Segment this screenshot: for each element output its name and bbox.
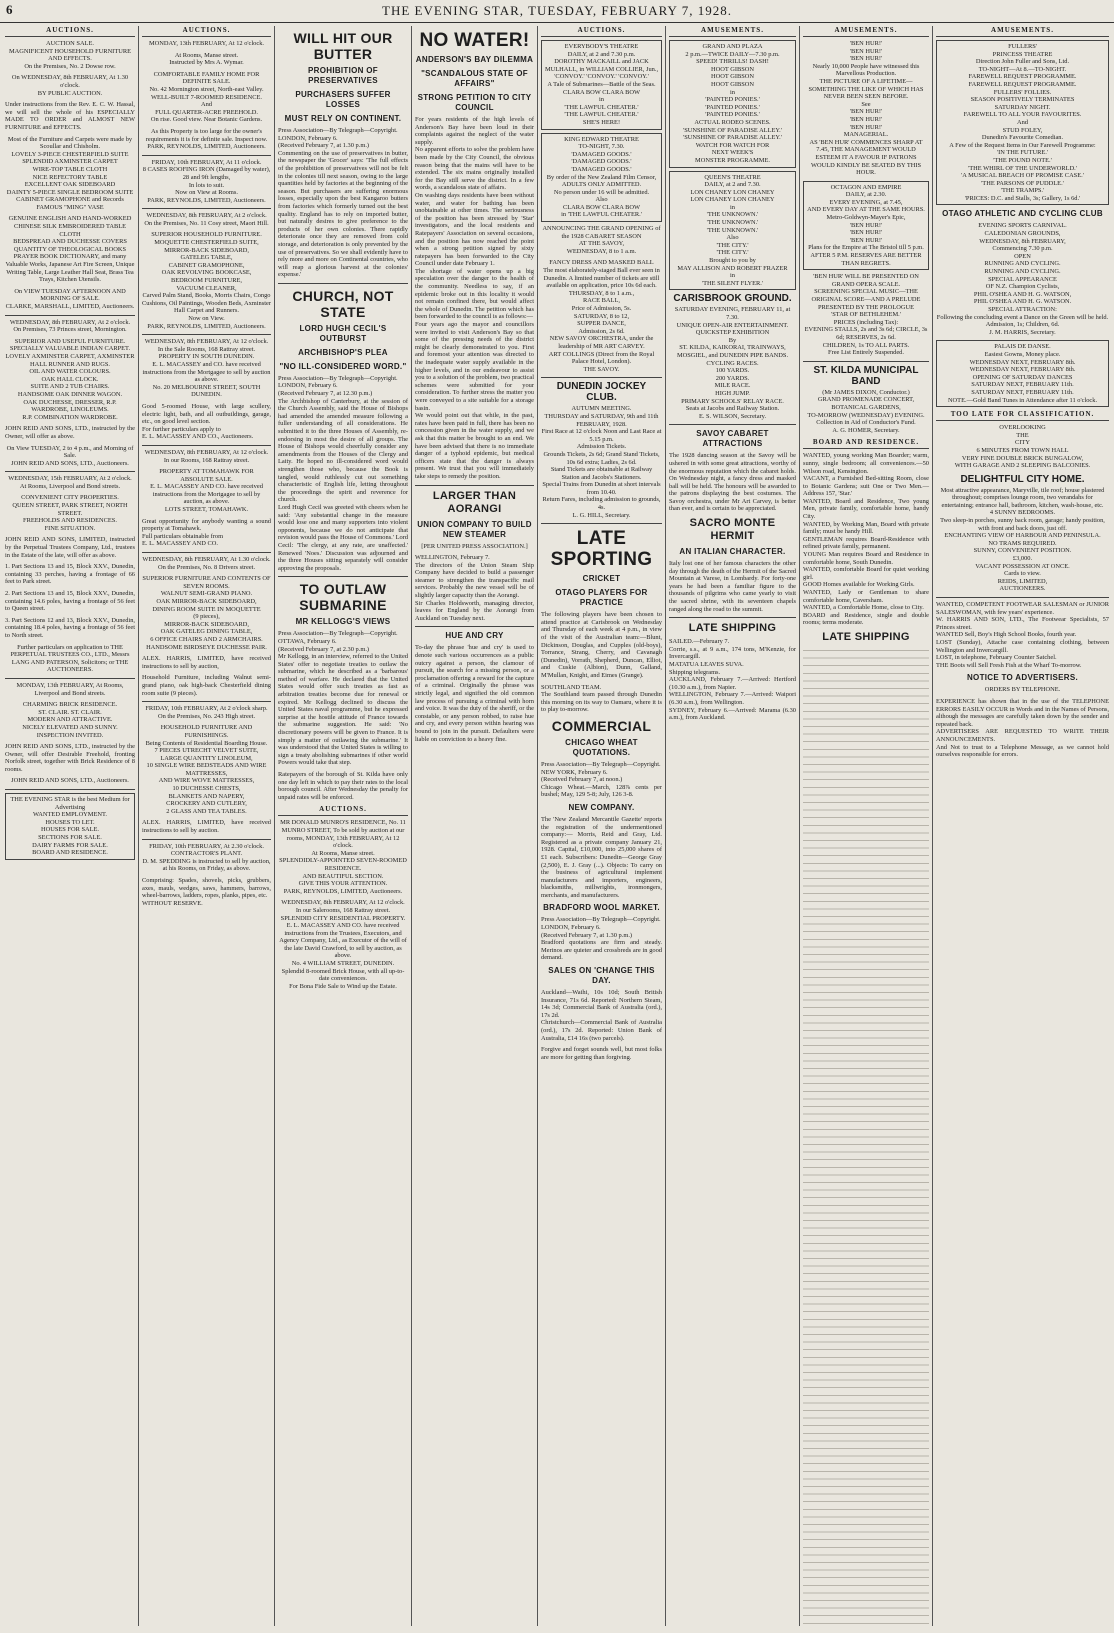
headline-aorangi: LARGER THAN AORANGI [432, 489, 517, 515]
ad-text: FRIDAY, 10th FEBRUARY, At 11 o'clock. 8 CASES ROOFING IRON (Damaged by water), 28 and 9ft lengths, In lots to suit. Now on View at Rooms. PARK, REYNOLDS, LIMITED, Auctioneers. [142, 158, 271, 204]
ad-text: WEDNESDAY, 8th FEBRUARY, At 1.30 o'clock. On the Premises, No. 8 Drivers street. [142, 556, 271, 571]
article-body: EXPERIENCE has shown that in the use of the TELEPHONE ERRORS EASILY OCCUR in Words and in the Names of Persons, although the messages are carefully taken down by the sender and repeated back. ADVERTISERS ARE REQUESTED TO WRITE THEIR ANNOUNCEMENTS. And Not to trust to a Telephone Message, as we cannot hold ourselves responsible for errors. [936, 697, 1109, 759]
article-body: Auckland—Waihi, 10s 10d; South British Insurance, 71s 6d. Reported: Northern Steam, 14s 3d; Commercial Bank of Australia (ord.), 17s 2d. Christchurch—Commercial Bank of Australia (ord.), 17s 2d. Reported: Union Bank of Australia, £14 16s (two parcels). [541, 989, 662, 1042]
article-body: The 'New Zealand Mercantile Gazette' reports the registration of the undermentioned company:— Morris, Reid and Gray, Ltd. Registered as a private company January 21, 1928. Capital, £10,000, into 25,000 shares of £1 each. Subscribers: Dunedin—George Gray (2,500), E. J. Gray (...). Objects: To carry on the business of agricultural implement manufacturers and importers, engineers, blacksmiths, millwrights, ironmongers, merchants, and manufacturers. [541, 815, 662, 899]
ad-ben-hur: 'BEN HUR!' 'BEN HUR!' 'BEN HUR!' Nearly 10,000 People have witnessed this Marvellous Production. THE PICTURE OF A LIFETIME—SOMETHING THE LIKE OF WHICH HAS NEVER BEEN SEEN BEFORE. See 'BEN HUR!' 'BEN HUR!' 'BEN HUR!' MANAGERIAL. AS 'BEN HUR' COMMENCES SHARP AT 7.45, THE MANAGEMENT WOULD ESTEEM IT A FAVOUR IF PATRONS WOULD KINDLY BE SEATED BY THIS HOUR. [808, 40, 924, 177]
ad-text: 3. Part Sections 12 and 13, Block XXV., Dunedin, containing 18.4 poles, having a frontage of 56 feet to North street. [5, 616, 135, 639]
section-header: AMUSEMENTS. [803, 26, 929, 37]
section-header: AMUSEMENTS. [936, 26, 1109, 37]
subhead: UNION COMPANY TO BUILD NEW STEAMER [417, 519, 532, 539]
article-body: WELLINGTON, February 7. The directors of the Union Steam Ship Company have decided to build a passenger steamer to strengthen the transpacific mail services. Probably the new vessel will be of slightly larger capacity than the Aorangi. Sir Charles Holdsworth, managing director, leaves for England by the Aorangi from Auckland on Tuesday next. [415, 554, 534, 622]
subhead: CHICAGO WHEAT QUOTATIONS. [565, 737, 638, 757]
ad-text: Further particulars on application to THE PERPETUAL TRUSTEES CO., LTD., Messrs LANG AND PATERSON, Solicitors; or THE AUCTIONEERS. [10, 643, 130, 674]
article-body: Press Association—By Telegraph—Copyright. OTTAWA, February 6. (Received February 7, at 2.30 p.m.) Mr Kellogg, in an interview, referred to the United States' offer to negotiate treaties to outlaw the submarine, which he described as a 'barbarous' method of warfare. He declared that the United States would offer such treaties as fast as arbitration treaties become due for renewal or expired. Mr Kellogg declined to discuss the United States naval programme, but he expressed surprise at the hostile attitude of France towards the submarine suggestion. He said: 'No discretionary powers will be given to France. It is simply a matter of outlawing the submarine.' It was understood that the United States is willing to sign a treaty abolishing submarines if other world Powers would take that step. [278, 630, 408, 767]
subhead-cricket: CRICKET [582, 574, 621, 584]
ad-text: Most attractive appearance, Maryville, tile roof; house plastered throughout; comprises lounge room, two verandahs for entertaining; entrance hall, bathroom, kitchen, wash-house, etc. 4 SUNNY BEDROOMS. Two sleep-in porches, sunny back room, garage; handy position, with front and back doors, just off. ENCHANTING VIEW OF HARBOUR AND PENINSULA. NO TRAMS REQUIRED. SUNNY, CONVENIENT POSITION. £3,000. VACANT POSSESSION AT ONCE. Cards to view. REIDS, LIMITED, AUCTIONEERS. [940, 486, 1105, 593]
headline-savoy: SAVOY CABARET ATTRACTIONS [696, 429, 769, 449]
subhead: "NO ILL-CONSIDERED WORD." [279, 361, 407, 371]
section-header: AMUSEMENTS. [669, 26, 796, 37]
subhead: OTAGO PLAYERS FOR PRACTICE [555, 588, 648, 608]
ad-text: Great opportunity for anybody wanting a sound property at Tomahawk. Full particulars obtainable from E. L. MACASSEY AND CO. [142, 517, 271, 548]
section-header: TOO LATE FOR CLASSIFICATION. [936, 410, 1109, 421]
article-body: SOUTHLAND TEAM. The Southland team passed through Dunedin this morning on its way to Oamaru, where it is to play to-morrow. [541, 683, 662, 714]
divider [669, 617, 796, 618]
ad-st-kilda-band: ST. KILDA MUNICIPAL BAND [813, 364, 919, 387]
subhead: PURCHASERS SUFFER LOSSES [295, 90, 391, 109]
ad-palais-de-danse: PALAIS DE DANSE. Easiest Gowns, Money place. WEDNESDAY NEXT, FEBRUARY 8th. WEDNESDAY NEXT, FEBRUARY 8th. OPENING OF SATURDAY DANCES SATURDAY NEXT, FEBRUARY 11th. SATURDAY NEXT, FEBRUARY 11th. NOTE.—Gold Band Tunes in Attendance after 11 o'clock. [936, 340, 1109, 407]
subhead: OTAGO ATHLETIC AND CYCLING CLUB [942, 209, 1103, 219]
subhead: ANDERSON'S BAY DILEMMA [415, 55, 534, 64]
article-body: To-day the phrase 'hue and cry' is used to denote such various occurrences as a public outcry against a person, the clamour of pursuit, the search for a missing person, or a proclamation offering a reward for the capture of a criminal. Originally the phrase was strictly legal, and signified the old common law process of pursuing a criminal with horn and voice. It was the duty of the sheriff, or the constable, or any person robbed, to raise hue and cry, and every person within hearing was bound to join in the pursuit. Defaulters were liable on conviction to a heavy fine. [415, 644, 534, 743]
article-body: Forgive and forget sounds well, but most folks are more for getting than forgiving. [541, 1046, 662, 1061]
ad-text: CONVENIENT CITY PROPERTIES. QUEEN STREET, PARK STREET, NORTH STREET. FREEHOLDS AND RESIDENCES. FINE SITUATION. [12, 494, 128, 532]
ad-text: PROPERTY AT TOMAHAWK FOR ABSOLUTE SALE. E. L. MACASSEY AND CO. have received instructions from the Mortgagee to sell by auction, as above. LOTS STREET, TOMAHAWK. [150, 468, 263, 514]
headline-church: CHURCH, NOT STATE [292, 287, 394, 320]
subhead: LORD HUGH CECIL'S OUTBURST [299, 323, 387, 343]
section-header: AUCTIONS. [278, 805, 408, 816]
column-4-news [411, 26, 537, 1626]
headline-sacro-monte: SACRO MONTE HERMIT [689, 517, 776, 543]
dateline: [PER UNITED PRESS ASSOCIATION.] [421, 542, 528, 550]
ad-text: FRIDAY, 10th FEBRUARY, At 2 o'clock sharp. On the Premises, No. 243 High street. [145, 705, 268, 720]
classifieds: WANTED, COMPETENT FOOTWEAR SALESMAN or JUNIOR SALESWOMAN, with few years' experience. W. HARRIS AND SON, LTD., The Footwear Specialists, 57 Princes street. WANTED Sell, Boy's High School Books, fourth year. LOST (Sunday), Attache case containing clothing, between Wellington and Invercargill. LOST, in telephone, February Counter Satchel. THE Boots will Sell Fresh Fish at the Wharf To-morrow. [936, 601, 1109, 669]
article-body: Press Association—By Telegraph—Copyright. LONDON, February 6. (Received February 7, at 1.30 p.m.) Commenting on the use of preservatives in butter, the newspaper the 'Grocer' says: 'The full effects of the prohibition of preservatives will not be felt in the colonies till next season, owing to the large quantities held by factories at the beginning of the season. But purchasers are suffering enormous losses, especially upon the best Kangaroo butters from factories which formerly turned out the best quality. England has to rely on imported butter, but naturally desires to give preference to the products of her own colonies. There rapidly deteriorate once they are removed from cold storage, and deterioration is only prevented by the use of preservatives. So we shall evidently have to rely more and more on Continental countries, who will reap a glorious harvest at the colonies' expense.' [278, 127, 408, 279]
divider [5, 471, 135, 472]
ad-text: WEDNESDAY, 8th FEBRUARY, At 2 o'clock. On Premises, 73 Princes street, Mornington. [9, 318, 131, 334]
subhead: ARCHBISHOP'S PLEA [298, 347, 388, 357]
ad-text: (Mr JAMES DIXON, Conductor.) GRAND PROMENADE CONCERT, BOTANICAL GARDENS, TO-MORROW (WEDNESDAY) EVENING. Collection in Aid of Conductor's Fund. A. G. HOMER, Secretary. [807, 388, 925, 434]
ad-text: Most of the Furniture and Carpets were made by Scoullar and Chisholm. LOVELY 3-PIECE CHESTERFIELD SUITE SPLENDID AXMINSTER CARPET WIRE-TOP TABLE CLOTH NICE REFECTORY TABLE EXCELLENT OAK SIDEBOARD DAINTY 5-PIECE SINGLE BEDROOM SUITE CABINET GRAMOPHONE and Records FAMOUS "MING" VASE [6, 135, 134, 211]
article-body: Press Association—By Telegraph—Copyright. LONDON, February 6. (Received February 7, at 1.30 p.m.) Bradford quotations are firm and steady. Merinos are quieter and crossbreds are in good demand. [541, 916, 662, 962]
divider [142, 334, 271, 335]
divider [669, 424, 796, 425]
ad-text: WEDNESDAY, 8th FEBRUARY, At 2 o'clock. On the Premises, No. 11 Cosy street, Maori Hill. [144, 212, 269, 227]
article-body: Press Association—By Telegraph—Copyright. LONDON, February 6. (Received February 7, at 12.30 p.m.) The Archbishop of Canterbury, at the session of the Church Assembly, said the House of Bishops had amended the amended measure following a fuller understanding of all considerations. He submitted it to the three Houses of Assembly, re-endorsing in most the desire of all groups. The House of Bishops would cheerfully consider any amendments from the Houses of the Clergy and Laity. He hoped no ill-considered word would strengthen those who, because the Book is tangled, would ruthlessly cut out something characteristic of English life, letting throughout the proceedings the spirit and reverence for church. Lord Hugh Cecil was greeted with cheers when he said: 'Any substantial change in the measure would lose one and many supporters into violent opponents, because we do not anticipate that revision would pass the House of Commons.' Lord Cecil: 'The clergy, at any rate, are unaffected.' Renewed 'Noes.' Discussion was adjourned and the three Houses sitting separately will consider approving the proposals. [278, 374, 408, 572]
divider [142, 155, 271, 156]
ad-jockey-club: DUNEDIN JOCKEY CLUB. [556, 381, 647, 404]
advertising-notice: THE EVENING STAR is the best Medium for Advertising WANTED EMPLOYMENT. HOUSES TO LET. HOUSES FOR SALE. SECTIONS FOR SALE. DAIRY FARMS FOR SALE. BOARD AND RESIDENCE. [5, 793, 135, 860]
column-5-amusements [537, 26, 665, 1626]
subhead: MUST RELY ON CONTINENT. [284, 114, 402, 123]
page-number: 6 [6, 2, 13, 17]
divider [803, 361, 929, 362]
subhead: MR KELLOGG'S VIEWS [295, 617, 391, 627]
ad-text: 'BEN HUR' WILL BE PRESENTED ON GRAND OPERA SCALE. SCREENING SPECIAL MUSIC—THE ORIGINAL SCORE—AND A PRELUDE PRESENTED BY THE PROLOGUE 'STAR OF BETHLEHEM.' PRICES (including Tax): EVENING STALLS, 2s and 3s 6d; CIRCLE, 3s 6d; RESERVES, 2s 6d. CHILDREN, 1s TO ALL PARTS. Free List Entirely Suspended. [804, 273, 928, 357]
subhead: "SCANDALOUS STATE OF AFFAIRS" [421, 69, 528, 88]
article-body: SAILED.—February 7. Corrie, s.s., at 9 a.m., 174 tons, M'Kenzie, for Invercargill. MATATUA LEAVES SUVA. Shipping telegrams. AUCKLAND, February 7.—Arrived: Hertford (10.30 a.m.), from Napier. WELLINGTON, February 7.—Arrived: Waipori (6.30 a.m.), from Wellington. SYDNEY, February 6.—Arrived: Marama (6.30 a.m.), from Auckland. [669, 638, 796, 722]
ad-text: WEDNESDAY, 8th FEBRUARY, At 12 o'clock. In the Sale Rooms, 168 Rattray street. PROPERTY IN SOUTH DUNEDIN. E. L. MACASSEY and CO. have received instructions from the Mortgagee to sell by auction as above. No. 20 MELBOURNE STREET, SOUTH DUNEDIN. [142, 338, 271, 399]
divider [278, 283, 408, 284]
ad-text: AUCTION SALE. MAGNIFICENT HOUSEHOLD FURNITURE AND EFFECTS. On the Premises, No. 2 Dowse row. [8, 40, 131, 70]
subhead: AN ITALIAN CHARACTER. [679, 547, 786, 557]
subhead: NOTICE TO ADVERTISERS. [966, 673, 1079, 683]
column-3-news [274, 26, 411, 1626]
masthead [0, 0, 1114, 23]
ad-text: GENUINE ENGLISH AND HAND-WORKED CHINESE SILK EMBROIDERED TABLE CLOTH BEDSPREAD AND DUCHESSE COVERS QUANTITY OF THEOLOGICAL BOOKS PRAYER BOOK DICTIONARY, and many Valuable Works, Japanese Art Fire Screen, Unique Writing Table, Large Leather Hall Seat, Brass Tea Trays, Kitchen Utensils. [5, 215, 135, 284]
column-6-amusements [665, 26, 799, 1626]
ad-text: SUPERIOR AND USEFUL FURNITURE. SPECIALLY VALUABLE INDIAN CARPET. LOVELY AXMINSTER CARPET, AXMINSTER HALL RUNNER AND RUGS. OIL AND WATER COLOURS. OAK HALL CLOCK. SUITE AND 2 TUB CHAIRS. HANDSOME OAK DINNER WAGON. OAK DUCHESSE, DRESSER, R.P. WARDROBE, LINOLEUMS. R.P. COMBINATION WARDROBE. [5, 337, 135, 421]
column-7-amusements [799, 26, 932, 1626]
divider [415, 485, 534, 486]
subhead: STRONG PETITION TO CITY COUNCIL [417, 93, 532, 112]
ad-text: AUTUMN MEETING. THURSDAY and SATURDAY, 9th and 11th FEBRUARY, 1928. First Race at 12 o'clock Noon and Last Race at 5.15 p.m. Admission Tickets. Grounds Tickets, 2s 6d; Grand Stand Tickets, 10s 6d extra; Ladies, 2s 6d. Stand Tickets are obtainable at Railway Station and Jacobs's Stationers. Special Trains from Dunedin at short intervals from 10.40. Return Fares, including admission to grounds, 4s. L. G. HILL, Secretary. [541, 405, 662, 519]
article-body: The 1928 dancing season at the Savoy will be ushered in with some great attractions, worthy of the enormous reputation which the cabaret holds. On Wednesday night, a fancy dress and masked ball will be held. The honours will be awarded to the patrons displaying the best costumes. The Savoy orchestra, under Mr Art Carvey, is better than ever, and is certain to be appreciated. [669, 452, 796, 513]
ad-text: As this Property is too large for the owner's requirements it is for definite sale. Inspect now. PARK, REYNOLDS, LIMITED, Auctioneers. [145, 127, 268, 151]
divider [142, 701, 271, 702]
ad-text: 1. Part Sections 13 and 15, Block XXV., Dunedin, containing 33 perches, having a frontage of 66 feet to Park street. [5, 563, 135, 586]
ad-text: WEDNESDAY, 8th FEBRUARY, At 12 o'clock. In our Salerooms, 168 Rattray street. SPLENDID CITY RESIDENTIAL PROPERTY. E. L. MACASSEY AND CO. have received instructions from the Trustees, Executors, and Agency Company, Ltd., as Executor of the will of the late David Crawford, to sell by auction, as above. No. 4 WILLIAM STREET, DUNEDIN. Splendid 8-roomed Brick House, with all up-to-date conveniences. For Bona Fide Sale to Wind up the Estate. [279, 899, 407, 990]
headline-late-shipping: LATE SHIPPING [688, 622, 777, 635]
ad-sports-carnival: EVENING SPORTS CARNIVAL. CALEDONIAN GROUNDS, WEDNESDAY, 8th FEBRUARY, Commencing 7.30 p.m. OPEN RUNNING AND CYCLING. RUNNING AND CYCLING. SPECIAL APPEARANCE OF N.Z. Champion Cyclists, PHIL O'SHEA AND H. G. WATSON, PHIL O'SHEA AND H. G. WATSON. SPECIAL ATTRACTION: Following the concluding event a Dance on the Green will be held. Admission, 1s; Children, 6d. J. M. HARRIS, Secretary. [936, 222, 1109, 336]
theatre-ad-octagon-empire: OCTAGON AND EMPIRE DAILY, at 2.30. EVERY EVENING, at 7.45, AND EVERY DAY AT THE SAME HOURS. Metro-Goldwyn-Mayer's Epic, 'BEN HUR!' 'BEN HUR!' 'BEN HUR!' Plans for the Empire at The Bristol till 5 p.m. AFTER 5 P.M. RESERVES ARE BETTER THAN REGRETS. [803, 181, 929, 271]
ad-text: FRIDAY, 10th FEBRUARY, At 2.30 o'clock. CONTRACTOR'S PLANT. D. M. SPEDDING is instructed to sell by auction, at his Rooms, on Friday, as above. [142, 842, 271, 873]
ad-text: ANNOUNCING THE GRAND OPENING of the 1928 CABARET SEASON AT THE SAVOY, WEDNESDAY, 8 to 1 a.m. [542, 225, 661, 255]
ad-text: JOHN REID AND SONS, LIMITED, instructed by the Perpetual Trustees Company, Ltd., trustees in the Estate of the late, will offer as above. [5, 536, 135, 559]
subhead: ORDERS BY TELEPHONE. [984, 686, 1061, 694]
column-8-amusements [932, 26, 1112, 1626]
divider [142, 839, 271, 840]
headline-butter: WILL HIT OUR BUTTER [293, 30, 393, 62]
ad-text: JOHN REID AND SONS, LTD., instructed by the Owner, will offer as above. [5, 425, 135, 440]
ad-text: COMFORTABLE FAMILY HOME FOR DEFINITE SALE. No. 42 Mornington street, North-east Valley. WELL-BUILT 7-ROOMED RESIDENCE. And FULL QUARTER-ACRE FREEHOLD. On rise. Good view. Near Botanic Gardens. [149, 70, 264, 124]
ad-text: On View TUESDAY, 2 to 4 p.m., and Morning of Sale. JOHN REID AND SONS, LTD., Auctioneers. [6, 444, 134, 467]
ad-text: 2. Part Sections 13 and 15, Block XXV., Dunedin, containing 14.6 poles, having a frontage of 56 feet to Queen street. [5, 590, 135, 613]
headline-commercial: COMMERCIAL [551, 717, 652, 734]
ad-text: At Rooms, Manse street. Instructed by Mrs A. Wymar. [169, 51, 244, 67]
divider [541, 377, 662, 378]
ad-text: Good 5-roomed House, with large scullery, electric light, bath, and all outbuildings, garage, etc., on good level section. For further particulars apply to E. L. MACASSEY AND CO., Auctioneers. [142, 402, 271, 441]
headline-no-water: NO WATER! [419, 30, 530, 51]
headline-late-shipping: LATE SHIPPING [822, 630, 910, 643]
ad-text: JOHN REID AND SONS, LTD., instructed by the Owner, will offer Desirable Freehold, fronting Norfolk street, together with Brick Residence of 8 rooms. [5, 743, 135, 773]
theatre-ad-everybodys: EVERYBODY'S THEATRE DAILY, at 2 and 7.30 p.m. DOROTHY MACKAILL and JACK MULHALL, in WILLIAM COLLIER, Jun., 'CONVOY.' 'CONVOY.' 'CONVOY.' A Tale of Submarines—Battle of the Seas. CLARA BOW CLARA BOW in 'THE LAWFUL CHEATER.' 'THE LAWFUL CHEATER.' SHE'S HERE! [541, 40, 662, 130]
ad-text: ALEX. HARRIS, LIMITED, have received instructions to sell by auction, [142, 655, 271, 670]
divider [278, 576, 408, 577]
article-body: The following players have been chosen to attend practice at Carisbrook on Wednesday and Thursday of each week at 4 p.m., in view of the visit of the Australian team:—Blunt, Dickinson, Douglas, and Cupples (old-boys), Torrance, Strang, Cherry, and Cavanagh (Dunedin), Vorrath, Shepherd, Duncan, Elliot, and Cuskie (Albion), Dunn, Galland, M'Mullan, Knight, and Eimes (Grange). [541, 611, 662, 679]
divider [142, 552, 271, 553]
ad-text: WEDNESDAY, 8th FEBRUARY, At 12 o'clock. In our Rooms, 168 Rattray street. [144, 448, 269, 464]
section-header: AUCTIONS. [541, 26, 662, 37]
ad-overlooking-city: OVERLOOKING THE CITY 6 MINUTES FROM TOWN HALL VERY FINE DOUBLE BRICK BUNGALOW, WITH GARAGE AND 2 SLEEPING BALCONIES. [954, 424, 1091, 470]
ad-text: WEDNESDAY, 15th FEBRUARY, At 2 o'clock. At Rooms, Liverpool and Bond streets. [8, 475, 132, 490]
ad-text: ALEX. HARRIS, LIMITED, have received instructions to sell by auction. [142, 819, 271, 835]
divider [142, 208, 271, 209]
headline-submarine: TO OUTLAW SUBMARINE [299, 581, 387, 614]
subhead: NEW COMPANY. [568, 802, 635, 812]
article-body: For years residents of the high levels of Anderson's Bay have been loud in their complaints against the neglect of the water supply. No apparent efforts to solve the problem have been made by the City Council, the obvious reason being that the mains will have to be extended. The six mains originally installed for the Bay still serve the district. In a few words, a scandalous state of affairs. On washing days residents have been without water, and water for bathing has been unobtainable at other times. The seriousness of the position has been stressed by 'Star' investigators, and the local residents and Ratepayers' Association on several occasions, and the position has now reached the point when a strong petition signed by sixty ratepayers has been forwarded to the City Council under date February 1. The shortage of water opens up a big speculation over the danger to the health of the community. Needless to say, if an epidemic broke out in this locality it would not remain confined there, but would affect the whole of Dunedin. The petition which has been forwarded to the council is as follows:— Four years ago the mayor and councillors were invited to visit Anderson's Bay so that some of the pressing needs of the district might be clearly demonstrated to you. First and foremost your attention was directed to the inadequate water supply available in the higher levels, and in our endeavour to assist you to a solution of the problem, two practical schemes were submitted for your consideration. To further stress the matter you were conveyed to a site suitable for a storage basin. We would point out that while, in the past, rates have been paid in full, there has been no concession given in the water supply, and we ask that this matter be brought to an end. We have been advised that there is no immediate danger of a typhoid epidemic, but medical officers state that the danger is always present. We trust that you will immediately take steps to remedy the position. [415, 116, 534, 480]
theatre-ad-princess: FULLERS' PRINCESS THEATRE Direction John Fuller and Sons, Ltd. TO-NIGHT—At 8.—TO-NIGHT. FAREWELL REQUEST PROGRAMME. FAREWELL REQUEST PROGRAMME. FULLERS' FOLLIES. SEASON POSITIVELY TERMINATES SATURDAY NIGHT. FAREWELL TO ALL YOUR FAVOURITES. And STUD FOLEY, Dunedin's Favourite Comedian. A Few of the Request Items in Our Farewell Programme: 'IN THE FUTURE.' 'THE POUND NOTE.' 'THE WHIRL OF THE UNDERWORLD.' 'A MUSICAL BREACH OF PROMISE CASE.' 'THE PARSONS OF PUDDLE.' 'THE TRAMPS.' 'PRICES: D.C. and Stalls, 3s; Gallery, 1s 6d.' [936, 40, 1109, 205]
article-body: Italy lost one of her famous characters the other day through the death of the Hermit of the Sacred Mountain at Varese, in Lombardy. For forty-one years he had been a familiar figure to the thousands of pilgrims who came yearly to visit the sacred shrine, with its seventeen chapels ranged along the road to the summit. [669, 560, 796, 613]
ad-text: CHARMING BRICK RESIDENCE. ST. CLAIR. ST. CLAIR. MODERN AND ATTRACTIVE. NICELY ELEVATED AND SUNNY. INSPECTION INVITED. [22, 701, 118, 739]
classifieds-filler [803, 647, 929, 1626]
divider [5, 678, 135, 679]
theatre-ad-grand-plaza: GRAND AND PLAZA 2 p.m.—TWICE DAILY—7.30 p.m. SPEED! THRILLS! DASH! HOOT GIBSON HOOT GIBSON HOOT GIBSON in 'PAINTED PONIES.' 'PAINTED PONIES.' 'PAINTED PONIES.' ACTUAL RODEO SCENES. 'SUNSHINE OF PARADISE ALLEY.' 'SUNSHINE OF PARADISE ALLEY.' WATCH FOR WATCH FOR NEXT WEEK'S MONSTER PROGRAMME. [669, 40, 796, 168]
column-1-auctions [2, 26, 138, 1626]
headline-hue-and-cry: HUE AND CRY [445, 631, 504, 641]
section-header: BOARD AND RESIDENCE. [803, 438, 929, 449]
ad-text: On VIEW TUESDAY AFTERNOON AND MORNING OF SALE. CLARKE, MARSHALL, LIMITED, Auctioneers. [5, 287, 135, 310]
ad-text: Under instructions from the Rev. E. C. W. Hassal, we will sell the whole of his ESPECIALLY MADE TO ORDER and ALMOST NEW FURNITURE and EFFECTS. [5, 101, 135, 131]
column-2-auctions [138, 26, 274, 1626]
ad-text: Household Furniture, including Walnut semi-grand piano, oak high-back Chesterfield dining room suite (9 pieces). [142, 674, 271, 697]
divider [5, 789, 135, 790]
section-header: AUCTIONS. [5, 26, 135, 37]
article-body: Ratepayers of the borough of St. Kilda have only one day left in which to pay their rates to the local borough council. After Wednesday the penalty for unpaid rates will be enforced. [278, 771, 408, 801]
article-body: Press Association—By Telegraph—Copyright. NEW YORK, February 6. (Received February 7, at noon.) Chicago Wheat.—March, 128⅞ cents per bushel; May, 129 5-8; July, 126 3-8. [541, 760, 662, 799]
ad-text: SUPERIOR FURNITURE AND CONTENTS OF SEVEN ROOMS. WALNUT SEMI-GRAND PIANO. OAK MIRROR-BACK SIDEBOARD, DINING ROOM SUITE IN MOQUETTE (9 pieces), MIRROR-BACK SIDEBOARD, OAK GATELEG DINING TABLE, 6 OFFICE CHAIRS AND 2 ARMCHAIRS. HANDSOME BIRDSEYE DUCHESSE PAIR. [142, 575, 271, 651]
newspaper-title: THE EVENING STAR, TUESDAY, FEBRUARY 7, 1928. [382, 3, 732, 18]
theatre-ad-queens: QUEEN'S THEATRE DAILY, at 2 and 7.30. LON CHANEY LON CHANEY LON CHANEY LON CHANEY in 'THE UNKNOWN.' 'THE UNKNOWN.' 'THE UNKNOWN.' Also 'THE CITY.' 'THE CITY.' Brought to you by MAY ALLISON AND ROBERT FRAZER in 'THE SILENT FLYER.' [669, 171, 796, 291]
divider [541, 523, 662, 524]
ad-delightful-city-home: DELIGHTFUL CITY HOME. [960, 473, 1085, 485]
ad-text: HOUSEHOLD FURNITURE AND FURNISHINGS. Being Contents of Residential Boarding House. 7 PIECES UTRECHT VELVET SUITE, LARGE QUANTITY LINOLEUM, 10 SINGLE WIRE BEDSTEADS AND WIRE MATTRESSES, AND WIRE WOVE MATTRESSES, 10 DUCHESSE CHESTS, BLANKETS AND NAPERY, CROCKERY AND CUTLERY, 2 GLASS AND TEA TABLES. [145, 724, 268, 815]
divider [5, 315, 135, 316]
ad-text: On WEDNESDAY, 8th FEBRUARY, At 1.30 o'clock. BY PUBLIC AUCTION. [11, 74, 129, 97]
subhead: PROHIBITION OF PRESERVATIVES [308, 66, 378, 85]
classifieds: WANTED, young working Man Boarder; warm, sunny, single bedroom; all conveniences.—50 Wilson road, Kensington. VACANT, a Furnished Bed-sitting Room, close to Botanic Gardens; suit One or Two Men.—Address 157, 'Star.' WANTED, Board and Residence, Two young Men, private family, comfortable home, handy City. WANTED, by Working Man, Board with private family; must be handy Hill. GENTLEMAN requires Board-Residence with refined private family, permanent. YOUNG Man requires Board and Residence in comfortable home, South Dunedin. WANTED, comfortable Board for quiet working girl. GOOD Homes available for Working Girls. WANTED, Lady or Gentleman to share comfortable home, Caversham. WANTED, a Comfortable Home, close to City. BOARD and Residence, single and double rooms; terms moderate. [803, 452, 929, 627]
ad-text: SUPERIOR HOUSEHOLD FURNITURE. MOQUETTE CHESTERFIELD SUITE, MIRROR-BACK SIDEBOARD, GATELEG TABLE, CABINET GRAMOPHONE, OAK REVOLVING BOOKCASE, BEDROOM FURNITURE, VACUUM CLEANER, Carved Palm Stand, Books, Morris Chairs, Congo Cushions, Oil Paintings, Wooden Beds, Axminster Hall Carpet and Runners. Now on View. PARK, REYNOLDS, LIMITED, Auctioneers. [142, 231, 271, 330]
ad-text: SATURDAY EVENING, FEBRUARY 11, at 7.30. UNIQUE OPEN-AIR ENTERTAINMENT. QUICKSTEP EXHIBITION By ST. KILDA, KAIKORAI, TRAINWAYS, MOSGIEL, and DUNEDIN PIPE BANDS. CYCLING RACES. 100 YARDS. 200 YARDS. MILE RACE. HIGH JUMP. PRIMARY SCHOOLS' RELAY RACE. Seats at Jacobs and Railway Station. E. S. WILSON, Secretary. [674, 306, 791, 420]
divider [936, 597, 1109, 598]
ad-fancy-dress-ball: FANCY DRESS AND MASKED BALL The most elaborately-staged Ball ever seen in Dunedin. A limited number of tickets are still available on application, price 10s 6d each. THURSDAY, 8 to 1 a.m., RACE BALL, Price of Admission, 5s. SATURDAY, 8 to 12, SUPPER DANCE, Admission, 2s 6d. NEW SAVOY ORCHESTRA, under the leadership of MR ART CARVEY. ART COLLINGS (Direct from the Royal Palace Hotel, London). THE SAVOY. [543, 259, 660, 373]
ad-text: MR DONALD MUNRO'S RESIDENCE, No. 11 MUNRO STREET, To be sold by auction at our rooms, MONDAY, 13th FEBRUARY, At 12 o'clock. At Rooms, Manse street. SPLENDIDLY-APPOINTED SEVEN-ROOMED RESIDENCE. AND BEAUTIFUL SECTION. GIVE THIS YOUR ATTENTION. PARK, REYNOLDS, LIMITED, Auctioneers. [279, 819, 407, 895]
ad-text: MONDAY, 13th FEBRUARY, At 12 o'clock. [148, 40, 264, 47]
ad-text: Comprising: Spades, shovels, picks, grubbers, axes, mauls, wedges, saws, hammers, barrows, wheel-barrows, ladders, ropes, planks, pipes, etc. WITHOUT RESERVE. [142, 877, 271, 907]
subhead: SALES ON 'CHANGE THIS DAY. [548, 966, 655, 986]
subhead: BRADFORD WOOL MARKET. [543, 903, 660, 913]
ad-text: JOHN REID AND SONS, LTD., Auctioneers. [11, 777, 129, 785]
divider [415, 626, 534, 627]
headline-late-sporting: LATE SPORTING [550, 528, 653, 571]
divider [142, 445, 271, 446]
section-header: AUCTIONS. [142, 26, 271, 37]
ad-carisbrook: CARISBROOK GROUND. [673, 293, 792, 305]
ad-text: MONDAY, 13th FEBRUARY, At Rooms, Liverpool and Bond streets. [16, 681, 124, 697]
theatre-ad-king-edward: KING EDWARD THEATRE TO-NIGHT, 7.30. 'DAMAGED GOODS.' 'DAMAGED GOODS.' 'DAMAGED GOODS.' By order of the New Zealand Film Censor, ADULTS ONLY ADMITTED. No person under 16 will be admitted. Also CLARA BOW CLARA BOW in 'THE LAWFUL CHEATER.' [541, 133, 662, 223]
